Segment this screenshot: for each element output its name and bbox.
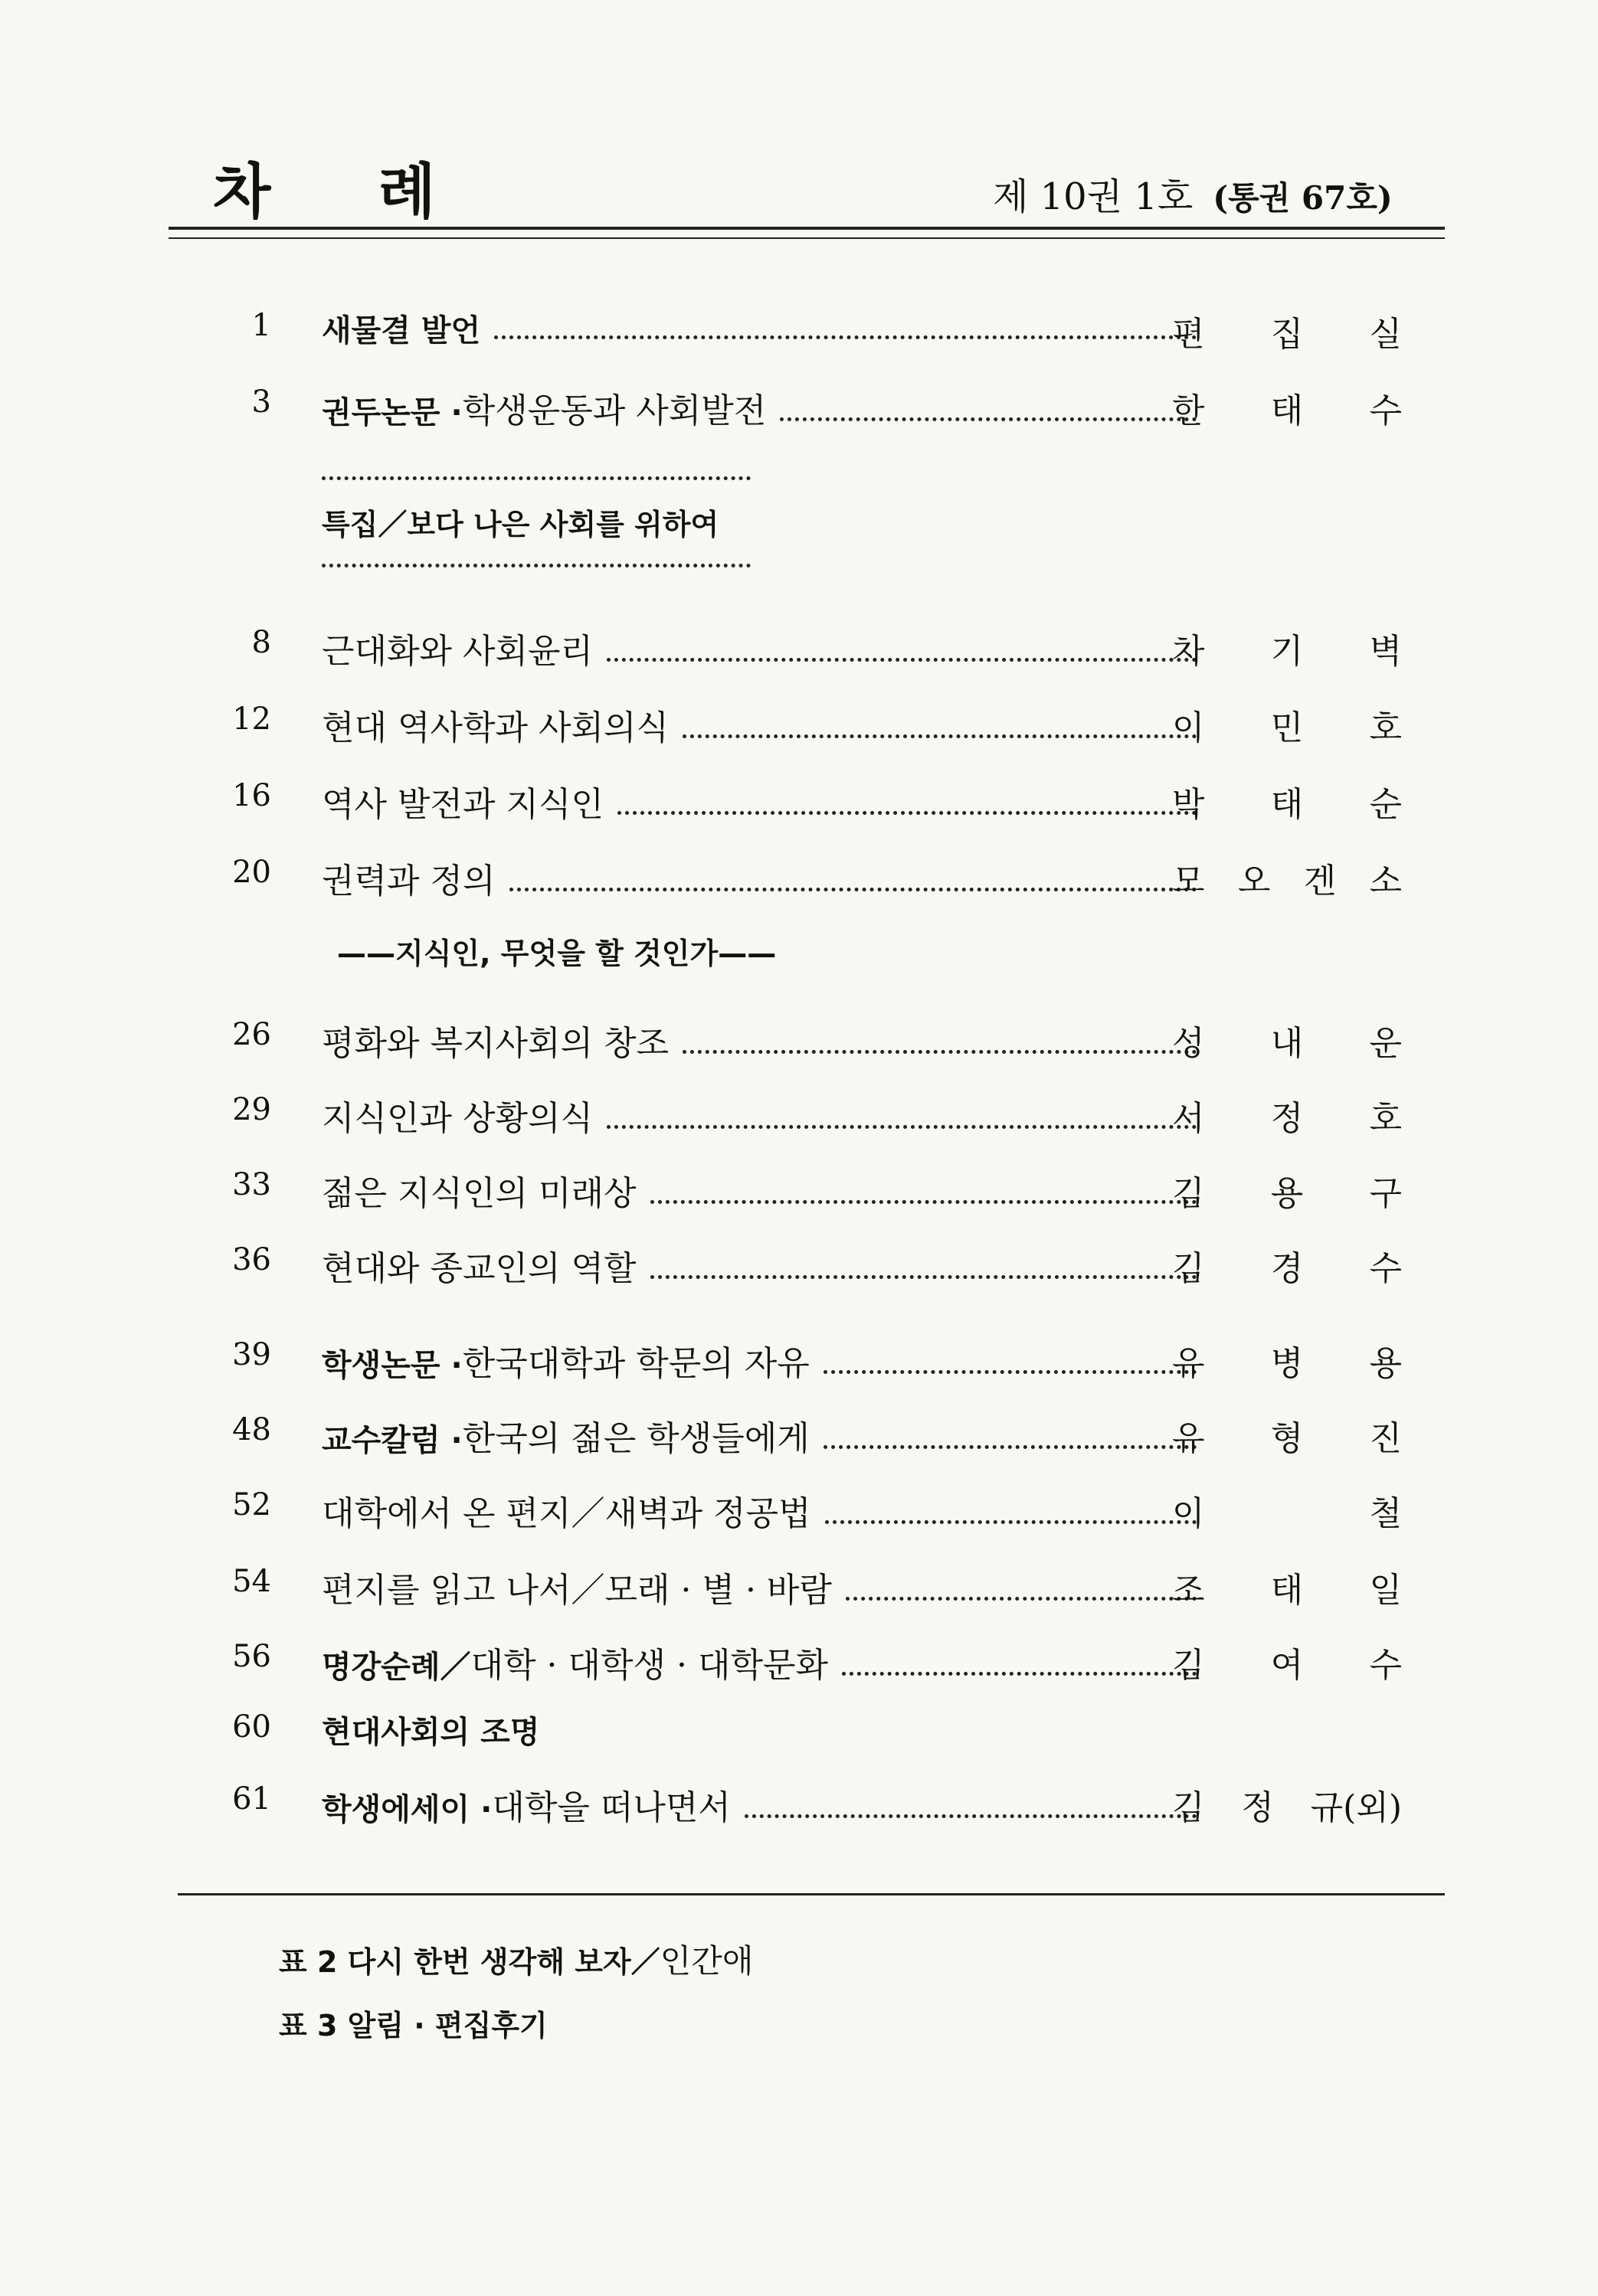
author-char: 정 [1270,1099,1304,1138]
entry-title-text: 한국대학과 학문의 자유 [462,1344,810,1383]
entry-title-text: 학생운동과 사회발전 [462,391,767,430]
footer-rule [178,1893,1445,1900]
issue-info [993,167,1393,220]
entry-title [322,1562,1203,1611]
author-char: 용 [1369,1344,1402,1383]
cover-item-rest: 인간애 [660,1942,754,1980]
entry-title [322,1637,1203,1686]
entry-title-text: 한국의 젊은 학생들에게 [462,1419,810,1458]
entry-title [322,306,1203,350]
author-char: 이 [1172,708,1205,747]
entry-title-text: 역사 발전과 지식인 [322,785,604,824]
entry-title-text: 대학 · 대학생 · 대학문화 [470,1646,829,1685]
entry-author [1172,853,1402,902]
entry-author [1172,1166,1402,1215]
toc-entry [0,1012,1598,1066]
toc-entry [0,1238,1598,1291]
feature-dotline-top [322,476,751,480]
author-char: 수 [1369,1249,1402,1288]
toc-entry [0,1705,1598,1758]
page-number: 48 [232,1412,271,1447]
leader-dots [683,734,1197,738]
author-char: 일 [1369,1571,1402,1610]
leader-dots [509,888,1197,891]
author-char: 진 [1369,1419,1402,1458]
entry-title-text: 현대와 종교인의 역할 [322,1249,637,1288]
leader-dots [824,1445,1197,1449]
entry-author [1172,306,1402,355]
header-rule [169,227,1445,239]
author-char: 용 [1270,1174,1304,1213]
entry-label: 교수칼럼 · [322,1423,463,1458]
author-char: 철 [1369,1494,1402,1533]
entry-author [1172,623,1402,672]
page-number: 52 [232,1487,271,1522]
leader-dots [607,1125,1197,1129]
author-char: 호 [1369,1099,1402,1138]
entry-label: 학생논문 · [322,1348,463,1383]
leader-dots [842,1672,1197,1676]
toc-entry [0,774,1598,827]
entry-title-text: 대학을 떠나면서 [492,1788,731,1827]
author-char: 차 [1172,632,1205,671]
leader-dots [650,1275,1197,1279]
author-char: 서 [1172,1099,1205,1138]
entry-label: 명강순례／ [322,1650,471,1685]
author-char: 정 [1241,1788,1274,1827]
entry-title [322,1708,1203,1751]
author-char: 한 [1172,391,1205,430]
toc-entry [0,1483,1598,1536]
author-char: 모 [1172,862,1205,901]
page-number: 33 [232,1167,271,1202]
author-char: 규(외) [1310,1788,1402,1827]
issue-number: 제 10권 1호 [993,175,1194,218]
author-char: 병 [1270,1344,1304,1383]
author-char: 수 [1369,1646,1402,1685]
feature-dotline-bottom [322,564,751,567]
author-char: 여 [1270,1646,1304,1685]
entry-title [322,1091,1203,1140]
entry-label: 현대사회의 조명 [322,1715,540,1750]
toc-entry [0,697,1598,751]
page-number: 54 [232,1564,271,1599]
author-char: 수 [1369,391,1402,430]
page-number: 20 [232,855,271,890]
author-char: 김 [1172,1788,1205,1827]
author-char: 편 [1172,315,1205,354]
author-char: 박 [1172,785,1205,824]
cover-item [279,2002,548,2044]
author-char: 구 [1369,1174,1402,1213]
author-char: 김 [1172,1174,1205,1213]
leader-dots [494,335,1197,339]
leader-dots [780,417,1197,421]
author-char: 실 [1369,315,1402,354]
entry-title [322,383,1203,432]
page-number: 39 [232,1337,271,1372]
author-char: 기 [1270,632,1304,671]
cover-item-label: 표 3 알림 · 편집후기 [279,2009,548,2043]
leader-dots [745,1814,1197,1818]
page-number: 1 [251,308,271,343]
author-char: 형 [1270,1419,1304,1458]
author-char: 이 [1172,1494,1205,1533]
issue-total: (통권 67호) [1213,179,1393,217]
author-char: 내 [1270,1024,1304,1063]
page-number: 56 [232,1639,271,1674]
leader-dots [846,1597,1197,1601]
subheading: ——지식인, 무엇을 할 것인가—— [337,937,777,970]
entry-label: 권두논문 · [322,395,463,430]
entry-title [322,1016,1203,1065]
author-char: 조 [1172,1571,1205,1610]
entry-title [322,700,1203,749]
entry-title-text: 새물결 발언 [322,313,481,348]
page-number: 61 [232,1781,271,1817]
entry-author [1172,1780,1402,1829]
entry-title [322,1241,1203,1290]
page-number: 60 [232,1709,271,1745]
entry-author [1172,1562,1402,1611]
author-char: 유 [1172,1419,1205,1458]
toc-entry [0,1559,1598,1613]
leader-dots [824,1370,1197,1374]
title-char-2: 례 [378,158,436,227]
author-char: 소 [1369,862,1402,901]
page-number: 16 [232,778,271,813]
toc-entry [0,1408,1598,1461]
entry-title [322,623,1203,672]
entry-title-text: 대학에서 온 편지／새벽과 정공법 [322,1494,811,1533]
page-number: 3 [251,384,271,420]
leader-dots [650,1200,1197,1204]
entry-author [1172,1241,1402,1290]
author-char: 태 [1270,391,1304,430]
entry-title-text: 현대 역사학과 사회의식 [322,708,670,747]
entry-author [1172,1016,1402,1065]
entry-title-text: 근대화와 사회윤리 [322,632,594,671]
author-char: 김 [1172,1249,1205,1288]
entry-title [322,1411,1203,1460]
toc-entry [0,380,1598,433]
page-number: 26 [232,1017,271,1052]
leader-dots [607,658,1197,662]
toc-entry [0,1333,1598,1386]
leader-dots [617,811,1197,815]
entry-author [1172,1486,1402,1535]
author-char: 순 [1369,785,1402,824]
toc-entry [0,1087,1598,1141]
leader-dots [683,1050,1197,1054]
page-title [213,144,436,230]
toc-entry [0,303,1598,357]
toc-entry [0,850,1598,904]
author-char: 운 [1369,1024,1402,1063]
author-char: 김 [1172,1646,1205,1685]
entry-author [1172,1336,1402,1385]
entry-label: 학생에세이 · [322,1792,493,1827]
page-number: 12 [232,702,271,737]
entry-title [322,1486,1203,1535]
entry-title [322,1336,1203,1385]
page-number: 36 [232,1242,271,1277]
entry-title-text: 평화와 복지사회의 창조 [322,1024,670,1063]
entry-title [322,1166,1203,1215]
cover-item [279,1936,753,1982]
author-char: 겐 [1303,862,1337,901]
toc-entry [0,1777,1598,1830]
author-char: 성 [1172,1024,1205,1063]
toc-entry [0,1634,1598,1688]
author-char: 벽 [1369,632,1402,671]
entry-title [322,853,1203,902]
entry-title-text: 젊은 지식인의 미래상 [322,1174,637,1213]
entry-author [1172,700,1402,749]
entry-author [1172,1637,1402,1686]
entry-title-text: 지식인과 상황의식 [322,1099,594,1138]
leader-dots [825,1520,1197,1524]
entry-title-text: 권력과 정의 [322,862,496,901]
author-char: 민 [1270,708,1304,747]
entry-author [1172,1411,1402,1460]
entry-title [322,777,1203,826]
page-number: 8 [251,625,271,660]
author-char: 오 [1237,862,1271,901]
author-char: 호 [1369,708,1402,747]
title-char-1: 차 [213,158,271,227]
author-char: 집 [1270,315,1304,354]
entry-title [322,1780,1203,1829]
author-char: 유 [1172,1344,1205,1383]
entry-author [1172,777,1402,826]
page-number: 29 [232,1092,271,1127]
cover-item-label: 표 2 다시 한번 생각해 보자／ [279,1945,660,1979]
entry-author [1172,1091,1402,1140]
toc-entry [0,1163,1598,1216]
author-char: 태 [1270,1571,1304,1610]
entry-author [1172,383,1402,432]
author-char: 태 [1270,785,1304,824]
author-char: 경 [1270,1249,1304,1288]
entry-title-text: 편지를 읽고 나서／모래 · 별 · 바람 [322,1571,832,1610]
feature-heading: 특집／보다 나은 사회를 위하여 [322,508,719,541]
toc-entry [0,620,1598,674]
